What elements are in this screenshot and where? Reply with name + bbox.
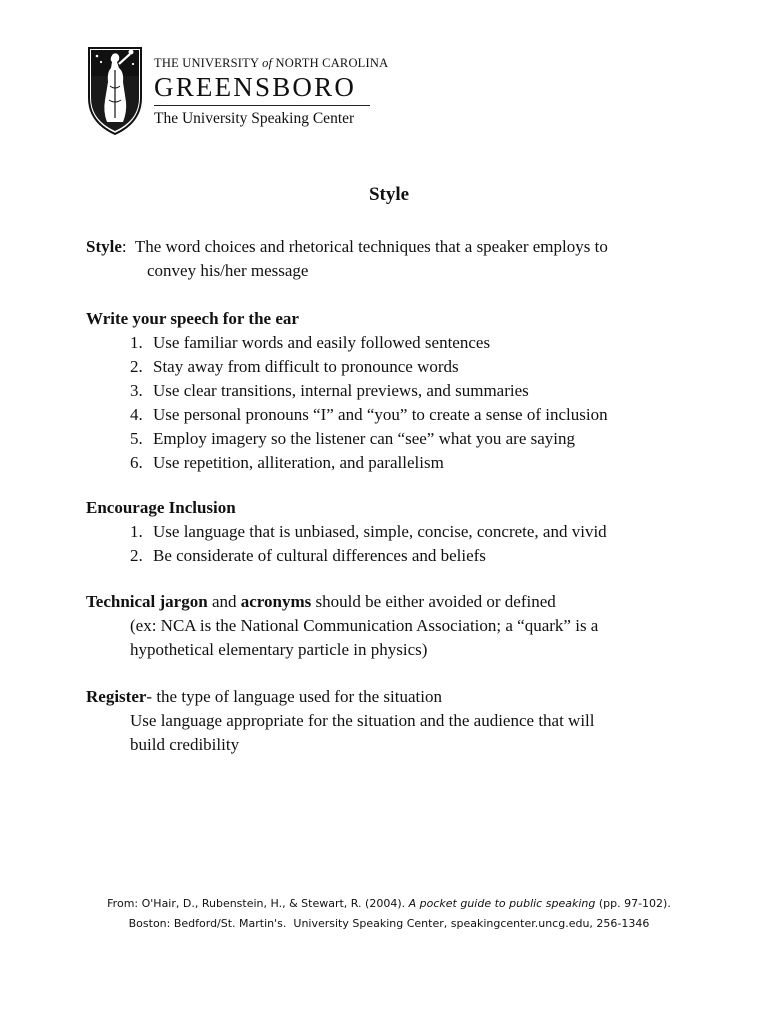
- register-line: Register- the type of language used for the situation: [86, 687, 442, 706]
- list-item: 3. Use clear transitions, internal previews, and summaries: [130, 381, 529, 400]
- center-name: The University Speaking Center: [154, 110, 355, 127]
- university-name: THE UNIVERSITY of NORTH CAROLINA: [154, 56, 389, 70]
- register-text-line-2: build credibility: [130, 735, 240, 754]
- wordmark: [154, 56, 389, 128]
- jargon-line: Technical jargon and acronyms should be either avoided or defined: [86, 592, 556, 611]
- list-item: 6. Use repetition, alliteration, and parallelism: [130, 453, 444, 472]
- university-logo: [86, 42, 389, 138]
- citation-line-1: From: O'Hair, D., Rubenstein, H., & Stewart, R. (2004). A pocket guide to public speaking (pp. 97-102).: [107, 897, 671, 910]
- wordmark-divider: [154, 105, 370, 106]
- list-item: 2. Stay away from difficult to pronounce words: [130, 357, 459, 376]
- inclusion-heading: Encourage Inclusion: [86, 498, 236, 517]
- jargon-example-line-2: hypothetical elementary particle in physics): [130, 640, 428, 659]
- definition-line-2: convey his/her message: [147, 261, 309, 280]
- list-item: 1. Use language that is unbiased, simple, concise, concrete, and vivid: [130, 522, 607, 541]
- list-item: 2. Be considerate of cultural differences and beliefs: [130, 546, 486, 565]
- citation-line-2: Boston: Bedford/St. Martin's. University Speaking Center, speakingcenter.uncg.edu, 256-1346: [128, 917, 650, 930]
- register-section: [86, 685, 595, 757]
- citation-footer: [0, 894, 768, 934]
- ear-list: [86, 331, 608, 475]
- list-item: 5. Employ imagery so the listener can “see” what you are saying: [130, 429, 576, 448]
- jargon-example-line-1: (ex: NCA is the National Communication Association; a “quark” is a: [130, 616, 599, 635]
- ear-heading: Write your speech for the ear: [86, 309, 299, 328]
- definition-line-1: Style: The word choices and rhetorical techniques that a speaker employs to: [86, 237, 608, 256]
- definition-term: Style: [86, 237, 122, 256]
- inclusion-section: [86, 496, 607, 568]
- ear-section: [86, 307, 608, 475]
- register-text-line-1: Use language appropriate for the situation and the audience that will: [130, 711, 595, 730]
- jargon-section: [86, 590, 598, 662]
- university-seal-icon: [86, 42, 144, 136]
- campus-name: GREENSBORO: [154, 72, 357, 102]
- list-item: 1. Use familiar words and easily followed sentences: [130, 333, 491, 352]
- inclusion-list: [86, 520, 607, 568]
- document-title: Style: [368, 184, 410, 205]
- style-definition: [86, 235, 608, 283]
- list-item: 4. Use personal pronouns “I” and “you” to create a sense of inclusion: [130, 405, 608, 424]
- definition-text: The word choices and rhetorical techniques that a speaker employs to: [126, 237, 608, 256]
